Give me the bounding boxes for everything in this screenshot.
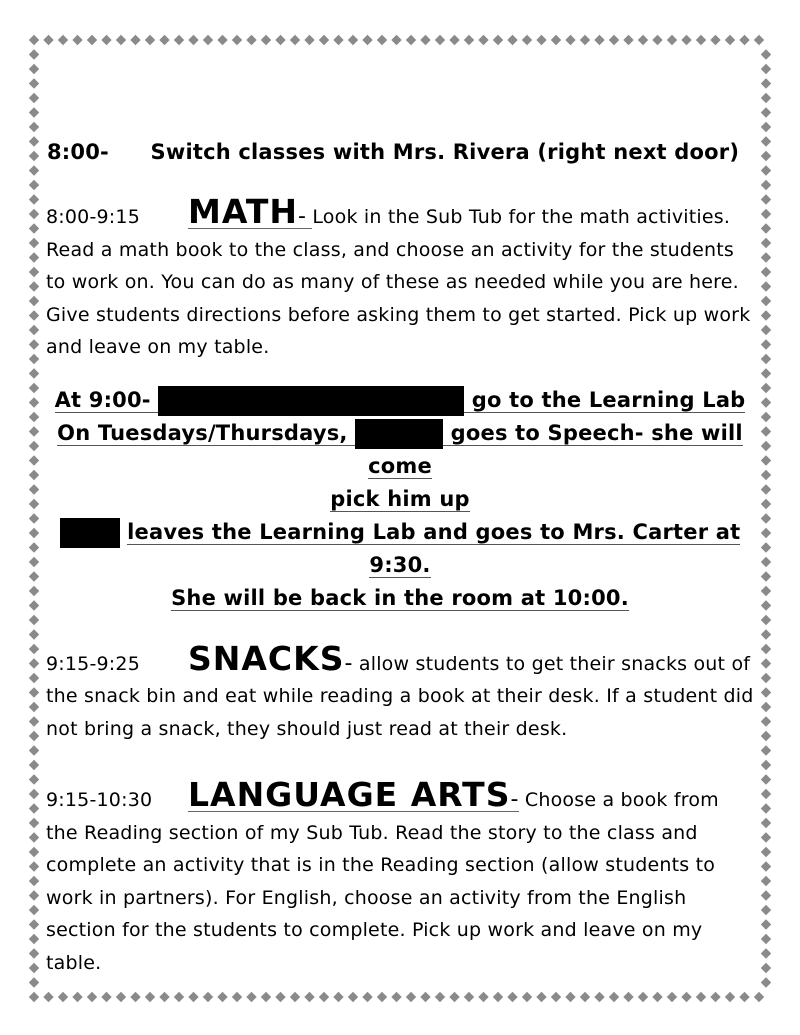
border-diamond	[29, 484, 39, 494]
border-diamond	[754, 992, 764, 1002]
border-diamond	[761, 977, 771, 987]
border-diamond	[29, 441, 39, 451]
border-diamond	[761, 499, 771, 509]
border-diamond	[29, 644, 39, 654]
border-diamond	[29, 136, 39, 146]
border-diamond	[754, 35, 764, 45]
border-diamond	[130, 35, 140, 45]
border-diamond	[761, 542, 771, 552]
redacted-names-block	[158, 386, 464, 416]
speech-pickup: pick him up	[330, 486, 470, 511]
border-diamond	[29, 789, 39, 799]
border-diamond	[761, 571, 771, 581]
border-diamond	[761, 948, 771, 958]
border-diamond	[536, 35, 546, 45]
border-diamond	[761, 905, 771, 915]
border-diamond	[188, 992, 198, 1002]
border-diamond	[652, 992, 662, 1002]
border-diamond	[29, 600, 39, 610]
border-diamond	[72, 992, 82, 1002]
switch-classes-line	[47, 140, 756, 164]
border-diamond	[29, 876, 39, 886]
border-diamond	[565, 35, 575, 45]
border-diamond	[29, 470, 39, 480]
border-diamond	[29, 35, 39, 45]
border-diamond	[761, 716, 771, 726]
border-diamond	[761, 963, 771, 973]
border-diamond	[449, 35, 459, 45]
border-diamond	[761, 847, 771, 857]
border-diamond	[29, 122, 39, 132]
border-diamond	[29, 296, 39, 306]
border-diamond	[348, 992, 358, 1002]
border-diamond	[638, 992, 648, 1002]
border-diamond	[29, 731, 39, 741]
border-diamond	[29, 615, 39, 625]
border-diamond	[594, 992, 604, 1002]
border-diamond	[435, 35, 445, 45]
border-diamond	[761, 586, 771, 596]
border-diamond	[319, 992, 329, 1002]
border-diamond	[761, 702, 771, 712]
border-diamond	[29, 687, 39, 697]
border-diamond	[29, 194, 39, 204]
border-diamond	[29, 223, 39, 233]
schedule-content	[46, 140, 756, 979]
border-diamond	[761, 412, 771, 422]
border-diamond	[29, 716, 39, 726]
switch-time: 8:00-	[47, 140, 109, 164]
border-diamond	[710, 35, 720, 45]
border-diamond	[290, 992, 300, 1002]
border-diamond	[696, 35, 706, 45]
border-diamond	[290, 35, 300, 45]
border-diamond	[217, 992, 227, 1002]
border-diamond	[29, 180, 39, 190]
learning-lab-line-2	[40, 417, 760, 483]
border-diamond	[29, 528, 39, 538]
border-diamond	[609, 992, 619, 1002]
border-diamond	[761, 267, 771, 277]
border-diamond	[275, 992, 285, 1002]
border-diamond	[391, 992, 401, 1002]
learning-lab-line-4	[40, 516, 760, 582]
border-diamond	[101, 992, 111, 1002]
border-diamond	[761, 64, 771, 74]
border-diamond	[29, 64, 39, 74]
border-diamond	[761, 658, 771, 668]
border-diamond	[761, 281, 771, 291]
speech-days: On Tuesdays/Thursdays,	[57, 420, 348, 445]
border-diamond	[478, 35, 488, 45]
border-diamond	[522, 35, 532, 45]
border-diamond	[761, 600, 771, 610]
border-diamond	[29, 890, 39, 900]
snacks-time: 9:15-9:25	[46, 652, 140, 675]
border-diamond	[493, 992, 503, 1002]
border-diamond	[362, 992, 372, 1002]
border-diamond	[29, 571, 39, 581]
border-diamond	[29, 934, 39, 944]
border-diamond	[29, 325, 39, 335]
border-diamond	[29, 963, 39, 973]
border-diamond	[72, 35, 82, 45]
redacted-name-speech	[355, 419, 443, 449]
border-diamond	[391, 35, 401, 45]
border-diamond	[761, 484, 771, 494]
border-diamond	[493, 35, 503, 45]
border-diamond	[681, 992, 691, 1002]
border-diamond	[29, 905, 39, 915]
border-diamond	[29, 383, 39, 393]
border-diamond	[29, 209, 39, 219]
border-diamond	[551, 992, 561, 1002]
border-diamond	[29, 992, 39, 1002]
border-diamond	[623, 992, 633, 1002]
border-diamond	[435, 992, 445, 1002]
border-diamond	[761, 789, 771, 799]
math-dash: -	[297, 204, 307, 229]
border-diamond	[420, 992, 430, 1002]
border-diamond	[761, 455, 771, 465]
border-diamond	[29, 412, 39, 422]
border-diamond	[29, 368, 39, 378]
border-diamond	[29, 397, 39, 407]
border-diamond	[739, 35, 749, 45]
switch-text: Switch classes with Mrs. Rivera (right next door)	[150, 140, 740, 164]
border-diamond	[761, 528, 771, 538]
border-diamond	[761, 803, 771, 813]
border-diamond	[761, 354, 771, 364]
learning-lab-time: At 9:00-	[54, 387, 151, 412]
border-diamond	[188, 35, 198, 45]
border-diamond	[58, 35, 68, 45]
border-diamond	[174, 992, 184, 1002]
border-diamond	[43, 35, 53, 45]
snacks-heading: SNACKS	[188, 638, 345, 678]
border-diamond	[761, 325, 771, 335]
border-diamond	[29, 281, 39, 291]
border-diamond	[761, 122, 771, 132]
border-diamond	[761, 876, 771, 886]
border-diamond	[116, 992, 126, 1002]
border-diamond	[275, 35, 285, 45]
border-diamond	[101, 35, 111, 45]
border-diamond	[478, 992, 488, 1002]
border-diamond	[761, 615, 771, 625]
math-text-first: Look in the Sub Tub for the math activities. Read	[46, 206, 731, 261]
border-diamond	[333, 992, 343, 1002]
border-diamond	[761, 890, 771, 900]
border-diamond	[246, 35, 256, 45]
border-diamond	[761, 760, 771, 770]
border-diamond	[130, 992, 140, 1002]
language-arts-time: 9:15-10:30	[46, 789, 153, 811]
border-diamond	[761, 383, 771, 393]
border-diamond	[377, 35, 387, 45]
border-diamond	[580, 992, 590, 1002]
border-diamond	[29, 49, 39, 59]
snacks-dash: -	[344, 650, 353, 676]
border-diamond	[145, 992, 155, 1002]
return-text: She will be back in the room at 10:00.	[171, 585, 629, 610]
border-diamond	[507, 35, 517, 45]
border-diamond	[29, 658, 39, 668]
snacks-text-first: allow students to get their snacks out of the	[46, 652, 751, 707]
border-diamond	[652, 35, 662, 45]
border-diamond	[565, 992, 575, 1002]
border-diamond	[681, 35, 691, 45]
border-diamond	[116, 35, 126, 45]
border-diamond	[159, 992, 169, 1002]
border-diamond	[761, 745, 771, 755]
border-diamond	[761, 194, 771, 204]
border-diamond	[29, 455, 39, 465]
border-diamond	[377, 992, 387, 1002]
border-diamond	[725, 992, 735, 1002]
border-diamond	[761, 93, 771, 103]
border-diamond	[623, 35, 633, 45]
border-diamond	[29, 557, 39, 567]
border-diamond	[203, 992, 213, 1002]
border-diamond	[29, 832, 39, 842]
border-diamond	[761, 368, 771, 378]
border-diamond	[761, 296, 771, 306]
border-diamond	[761, 180, 771, 190]
learning-lab-line-5	[40, 582, 760, 615]
border-diamond	[761, 238, 771, 248]
border-diamond	[29, 513, 39, 523]
border-diamond	[29, 339, 39, 349]
border-diamond	[761, 934, 771, 944]
border-diamond	[761, 136, 771, 146]
border-diamond	[174, 35, 184, 45]
border-diamond	[667, 35, 677, 45]
border-diamond	[761, 673, 771, 683]
border-diamond	[536, 992, 546, 1002]
border-diamond	[29, 151, 39, 161]
learning-lab-line-3	[40, 483, 760, 516]
border-diamond	[217, 35, 227, 45]
border-diamond	[761, 513, 771, 523]
border-diamond	[145, 35, 155, 45]
border-diamond	[551, 35, 561, 45]
learning-lab-destination: go to the Learning Lab	[471, 387, 746, 412]
border-diamond	[761, 397, 771, 407]
border-diamond	[29, 542, 39, 552]
border-diamond	[319, 35, 329, 45]
border-diamond	[29, 803, 39, 813]
border-diamond	[761, 818, 771, 828]
redacted-name-carter	[60, 518, 120, 548]
border-diamond	[761, 223, 771, 233]
language-arts-heading: LANGUAGE ARTS	[188, 775, 511, 814]
border-diamond	[761, 470, 771, 480]
border-diamond	[761, 774, 771, 784]
border-diamond	[406, 992, 416, 1002]
border-diamond	[304, 992, 314, 1002]
math-text-rest: a math book to the class, and choose an activity for the students to work on. You can do as many of these as needed while you are here. Give students directions before asking them to get started. Pick up work and leave on my table.	[46, 238, 751, 358]
border-diamond	[29, 847, 39, 857]
language-arts-text-first: Choose a book from the	[46, 789, 719, 844]
border-diamond	[29, 93, 39, 103]
border-diamond	[761, 107, 771, 117]
border-diamond	[464, 35, 474, 45]
border-diamond	[29, 745, 39, 755]
border-diamond	[406, 35, 416, 45]
border-diamond	[203, 35, 213, 45]
border-diamond	[246, 992, 256, 1002]
border-diamond	[43, 992, 53, 1002]
border-diamond	[761, 310, 771, 320]
border-diamond	[29, 267, 39, 277]
snacks-section	[46, 638, 756, 746]
snacks-text-rest: snack bin and eat while reading a book at their desk. If a student did not bring a snack, they should just read at their desk.	[46, 685, 754, 740]
border-diamond	[580, 35, 590, 45]
border-diamond	[362, 35, 372, 45]
language-arts-dash: -	[510, 787, 519, 812]
border-diamond	[29, 702, 39, 712]
border-diamond	[449, 992, 459, 1002]
border-diamond	[87, 992, 97, 1002]
border-diamond	[261, 992, 271, 1002]
border-diamond	[761, 165, 771, 175]
border-diamond	[159, 35, 169, 45]
border-diamond	[761, 426, 771, 436]
border-diamond	[761, 644, 771, 654]
border-diamond	[761, 78, 771, 88]
language-arts-text-rest: Reading section of my Sub Tub. Read the story to the class and complete an activity that is in the Reading section (allow students to work in partners). For English, choose an activity from the English section for the students to complete. Pick up work and leave on my table.	[46, 821, 716, 974]
border-diamond	[304, 35, 314, 45]
border-diamond	[87, 35, 97, 45]
border-diamond	[761, 731, 771, 741]
border-diamond	[58, 992, 68, 1002]
border-diamond	[761, 151, 771, 161]
border-diamond	[29, 499, 39, 509]
border-diamond	[261, 35, 271, 45]
border-diamond	[29, 165, 39, 175]
learning-lab-line-1	[40, 384, 760, 417]
border-diamond	[761, 339, 771, 349]
border-diamond	[420, 35, 430, 45]
border-diamond	[761, 629, 771, 639]
border-diamond	[29, 354, 39, 364]
border-diamond	[29, 861, 39, 871]
border-diamond	[29, 252, 39, 262]
border-diamond	[29, 107, 39, 117]
border-diamond	[609, 35, 619, 45]
math-heading-underline	[188, 192, 312, 231]
border-diamond	[761, 557, 771, 567]
border-diamond	[507, 992, 517, 1002]
language-arts-section	[46, 775, 756, 979]
border-diamond	[725, 35, 735, 45]
language-arts-heading-underline	[188, 775, 519, 814]
border-diamond	[29, 774, 39, 784]
math-section	[46, 192, 756, 364]
border-diamond	[29, 629, 39, 639]
border-diamond	[761, 49, 771, 59]
learning-lab-block	[40, 384, 760, 615]
border-diamond	[29, 948, 39, 958]
border-diamond	[761, 441, 771, 451]
border-diamond	[522, 992, 532, 1002]
border-diamond	[29, 310, 39, 320]
border-diamond	[761, 209, 771, 219]
border-diamond	[696, 992, 706, 1002]
border-diamond	[464, 992, 474, 1002]
border-diamond	[761, 861, 771, 871]
border-diamond	[761, 919, 771, 929]
border-diamond	[29, 673, 39, 683]
border-diamond	[29, 760, 39, 770]
border-diamond	[29, 586, 39, 596]
border-diamond	[667, 992, 677, 1002]
math-heading: MATH	[188, 192, 298, 231]
border-diamond	[333, 35, 343, 45]
border-diamond	[761, 252, 771, 262]
border-diamond	[29, 977, 39, 987]
border-diamond	[29, 818, 39, 828]
math-time: 8:00-9:15	[46, 206, 140, 228]
border-diamond	[761, 832, 771, 842]
border-diamond	[348, 35, 358, 45]
border-diamond	[638, 35, 648, 45]
border-diamond	[739, 992, 749, 1002]
border-diamond	[232, 35, 242, 45]
border-diamond	[232, 992, 242, 1002]
carter-text: leaves the Learning Lab and goes to Mrs. Carter at 9:30.	[127, 519, 741, 577]
border-diamond	[29, 238, 39, 248]
border-diamond	[761, 687, 771, 697]
border-diamond	[29, 919, 39, 929]
speech-text: goes to Speech- she will come	[368, 420, 743, 478]
border-diamond	[710, 992, 720, 1002]
border-diamond	[594, 35, 604, 45]
border-diamond	[29, 426, 39, 436]
border-diamond	[29, 78, 39, 88]
